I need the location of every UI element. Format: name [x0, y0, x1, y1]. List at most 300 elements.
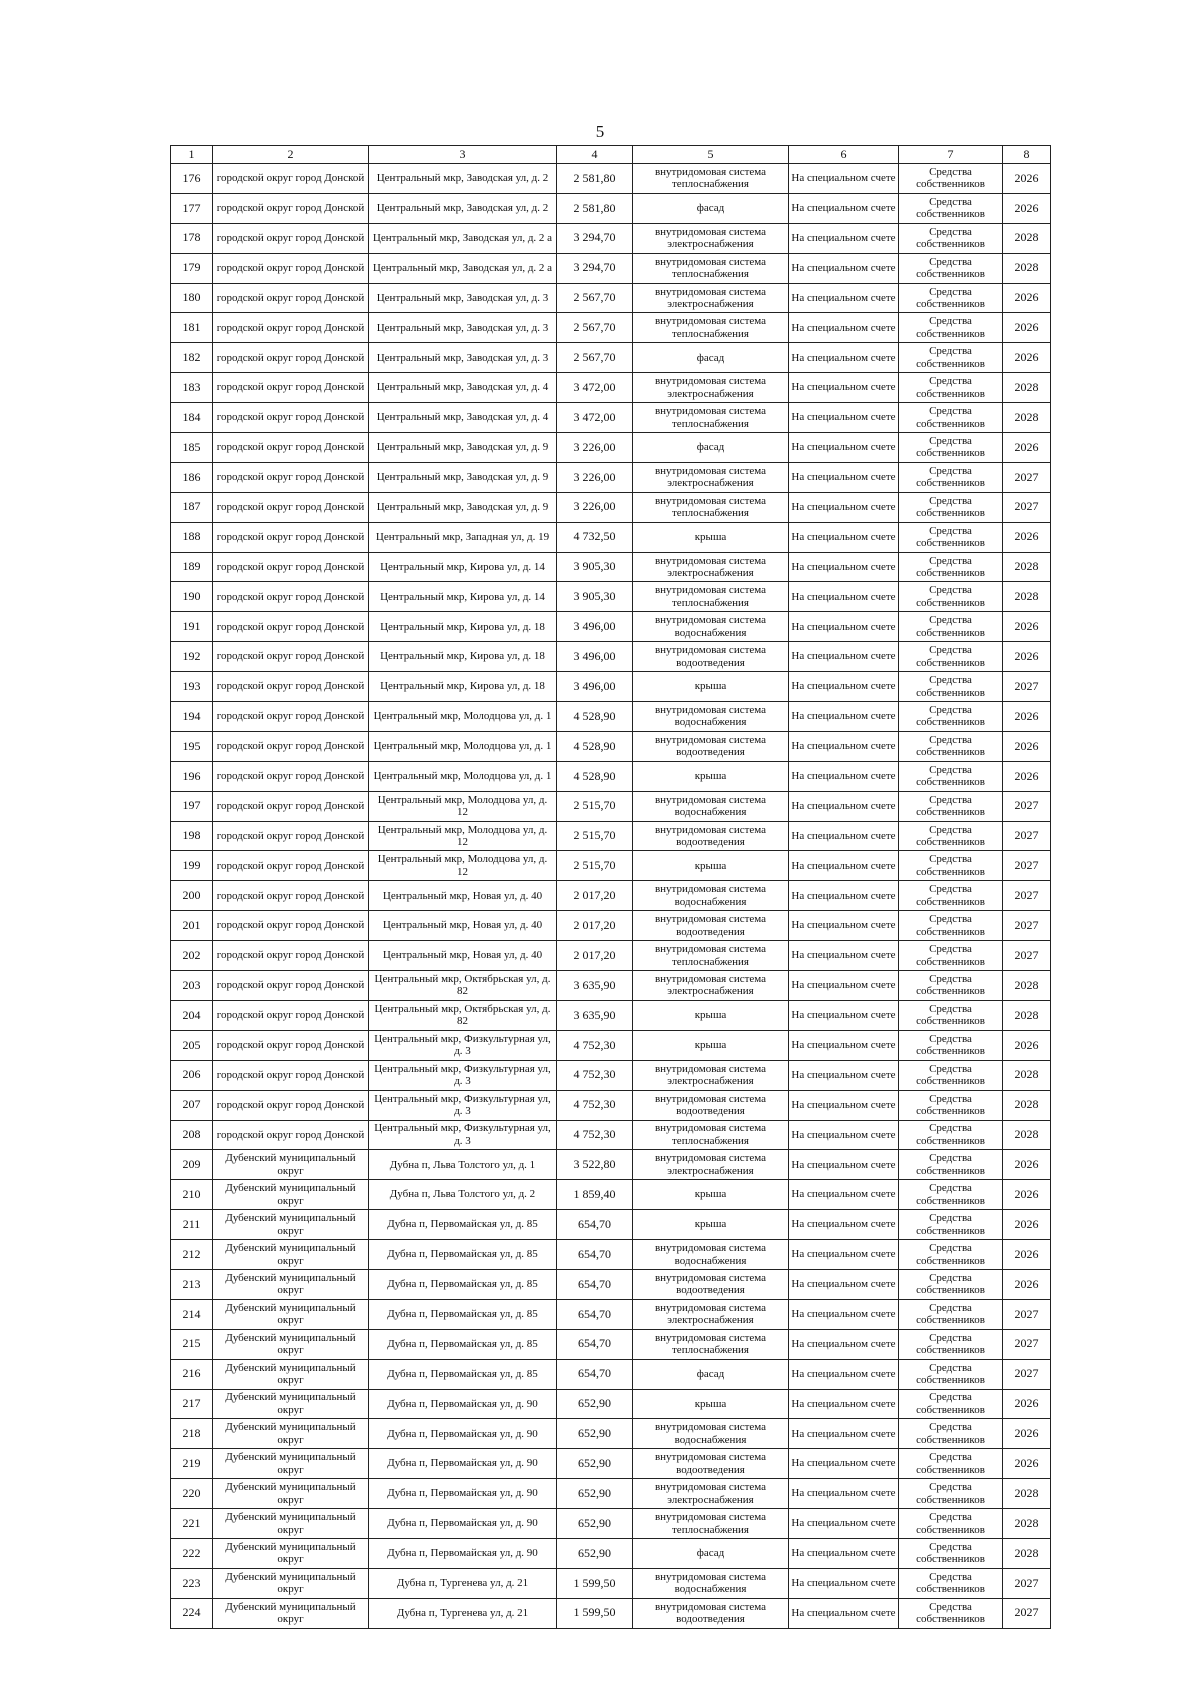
area-cell: 652,90 [557, 1509, 633, 1539]
address-cell: Дубна п, Первомайская ул, д. 90 [369, 1538, 557, 1568]
funding-source-cell: Средства собственников [899, 462, 1003, 492]
municipality-cell: Дубенский муниципальный округ [213, 1598, 369, 1628]
table-row [171, 1090, 1051, 1120]
fund-method-cell: На специальном счете [789, 642, 899, 672]
table-row [171, 1299, 1051, 1329]
municipality-cell: городской округ город Донской [213, 791, 369, 821]
municipality-cell: городской округ город Донской [213, 911, 369, 941]
table-row [171, 343, 1051, 373]
fund-method-cell: На специальном счете [789, 1598, 899, 1628]
year-cell: 2026 [1003, 1419, 1051, 1449]
work-type-cell: крыша [633, 761, 789, 791]
work-type-cell: внутридомовая система водоотведения [633, 1598, 789, 1628]
address-cell: Дубна п, Первомайская ул, д. 90 [369, 1389, 557, 1419]
municipality-cell: городской округ город Донской [213, 164, 369, 194]
year-cell: 2026 [1003, 433, 1051, 463]
funding-source-cell: Средства собственников [899, 343, 1003, 373]
fund-method-cell: На специальном счете [789, 1090, 899, 1120]
row-number-cell: 206 [171, 1060, 213, 1090]
address-cell: Центральный мкр, Октябрьская ул, д. 82 [369, 1000, 557, 1030]
table-row [171, 1449, 1051, 1479]
funding-source-cell: Средства собственников [899, 851, 1003, 881]
municipality-cell: городской округ город Донской [213, 1030, 369, 1060]
row-number-cell: 220 [171, 1479, 213, 1509]
address-cell: Центральный мкр, Заводская ул, д. 9 [369, 462, 557, 492]
year-cell: 2028 [1003, 253, 1051, 283]
municipality-cell: Дубенский муниципальный округ [213, 1538, 369, 1568]
area-cell: 4 752,30 [557, 1120, 633, 1150]
year-cell: 2028 [1003, 552, 1051, 582]
municipality-cell: городской округ город Донской [213, 1000, 369, 1030]
work-type-cell: внутридомовая система водоснабжения [633, 1240, 789, 1270]
funding-source-cell: Средства собственников [899, 1538, 1003, 1568]
area-cell: 4 752,30 [557, 1090, 633, 1120]
row-number-cell: 194 [171, 702, 213, 732]
address-cell: Дубна п, Первомайская ул, д. 90 [369, 1449, 557, 1479]
address-cell: Центральный мкр, Новая ул, д. 40 [369, 941, 557, 971]
fund-method-cell: На специальном счете [789, 761, 899, 791]
area-cell: 3 635,90 [557, 1000, 633, 1030]
year-cell: 2026 [1003, 761, 1051, 791]
work-type-cell: крыша [633, 1389, 789, 1419]
year-cell: 2027 [1003, 672, 1051, 702]
work-type-cell: внутридомовая система водоснабжения [633, 881, 789, 911]
address-cell: Центральный мкр, Кирова ул, д. 14 [369, 552, 557, 582]
capital-repair-table [170, 145, 1051, 1629]
area-cell: 652,90 [557, 1389, 633, 1419]
fund-method-cell: На специальном счете [789, 1509, 899, 1539]
municipality-cell: городской округ город Донской [213, 433, 369, 463]
year-cell: 2027 [1003, 462, 1051, 492]
work-type-cell: внутридомовая система теплоснабжения [633, 1329, 789, 1359]
address-cell: Центральный мкр, Заводская ул, д. 2 а [369, 253, 557, 283]
area-cell: 654,70 [557, 1359, 633, 1389]
funding-source-cell: Средства собственников [899, 702, 1003, 732]
row-number-cell: 199 [171, 851, 213, 881]
work-type-cell: крыша [633, 1030, 789, 1060]
year-cell: 2027 [1003, 851, 1051, 881]
fund-method-cell: На специальном счете [789, 731, 899, 761]
row-number-cell: 183 [171, 373, 213, 403]
address-cell: Центральный мкр, Заводская ул, д. 2 а [369, 223, 557, 253]
table-row [171, 433, 1051, 463]
fund-method-cell: На специальном счете [789, 343, 899, 373]
work-type-cell: внутридомовая система электроснабжения [633, 373, 789, 403]
area-cell: 3 496,00 [557, 642, 633, 672]
area-cell: 3 226,00 [557, 492, 633, 522]
row-number-cell: 205 [171, 1030, 213, 1060]
table-row [171, 1210, 1051, 1240]
work-type-cell: крыша [633, 1000, 789, 1030]
area-cell: 3 294,70 [557, 223, 633, 253]
fund-method-cell: На специальном счете [789, 881, 899, 911]
work-type-cell: внутридомовая система электроснабжения [633, 1060, 789, 1090]
area-cell: 3 226,00 [557, 433, 633, 463]
area-cell: 3 496,00 [557, 672, 633, 702]
row-number-cell: 213 [171, 1269, 213, 1299]
work-type-cell: внутридомовая система водоотведения [633, 1269, 789, 1299]
funding-source-cell: Средства собственников [899, 522, 1003, 552]
funding-source-cell: Средства собственников [899, 373, 1003, 403]
table-row [171, 731, 1051, 761]
row-number-cell: 179 [171, 253, 213, 283]
address-cell: Центральный мкр, Молодцова ул, д. 12 [369, 791, 557, 821]
funding-source-cell: Средства собственников [899, 223, 1003, 253]
work-type-cell: внутридомовая система теплоснабжения [633, 941, 789, 971]
work-type-cell: внутридомовая система теплоснабжения [633, 313, 789, 343]
row-number-cell: 181 [171, 313, 213, 343]
year-cell: 2027 [1003, 1359, 1051, 1389]
table-row [171, 1150, 1051, 1180]
municipality-cell: городской округ город Донской [213, 642, 369, 672]
year-cell: 2026 [1003, 1030, 1051, 1060]
funding-source-cell: Средства собственников [899, 492, 1003, 522]
year-cell: 2028 [1003, 1000, 1051, 1030]
row-number-cell: 211 [171, 1210, 213, 1240]
area-cell: 2 017,20 [557, 911, 633, 941]
fund-method-cell: На специальном счете [789, 1479, 899, 1509]
funding-source-cell: Средства собственников [899, 911, 1003, 941]
area-cell: 4 528,90 [557, 731, 633, 761]
funding-source-cell: Средства собственников [899, 1568, 1003, 1598]
address-cell: Центральный мкр, Новая ул, д. 40 [369, 911, 557, 941]
area-cell: 2 017,20 [557, 881, 633, 911]
column-header: 3 [369, 146, 557, 164]
year-cell: 2028 [1003, 1538, 1051, 1568]
fund-method-cell: На специальном счете [789, 1359, 899, 1389]
municipality-cell: городской округ город Донской [213, 941, 369, 971]
table-row [171, 1509, 1051, 1539]
fund-method-cell: На специальном счете [789, 582, 899, 612]
area-cell: 652,90 [557, 1479, 633, 1509]
fund-method-cell: На специальном счете [789, 433, 899, 463]
municipality-cell: городской округ город Донской [213, 612, 369, 642]
table-row [171, 1419, 1051, 1449]
fund-method-cell: На специальном счете [789, 1419, 899, 1449]
municipality-cell: Дубенский муниципальный округ [213, 1389, 369, 1419]
work-type-cell: крыша [633, 672, 789, 702]
work-type-cell: внутридомовая система теплоснабжения [633, 164, 789, 194]
fund-method-cell: На специальном счете [789, 283, 899, 313]
work-type-cell: внутридомовая система водоотведения [633, 911, 789, 941]
address-cell: Дубна п, Первомайская ул, д. 85 [369, 1269, 557, 1299]
funding-source-cell: Средства собственников [899, 552, 1003, 582]
table-row [171, 164, 1051, 194]
area-cell: 654,70 [557, 1299, 633, 1329]
fund-method-cell: На специальном счете [789, 1568, 899, 1598]
row-number-cell: 221 [171, 1509, 213, 1539]
municipality-cell: Дубенский муниципальный округ [213, 1479, 369, 1509]
fund-method-cell: На специальном счете [789, 492, 899, 522]
work-type-cell: фасад [633, 433, 789, 463]
area-cell: 3 905,30 [557, 552, 633, 582]
row-number-cell: 197 [171, 791, 213, 821]
fund-method-cell: На специальном счете [789, 522, 899, 552]
funding-source-cell: Средства собственников [899, 582, 1003, 612]
fund-method-cell: На специальном счете [789, 791, 899, 821]
column-header: 8 [1003, 146, 1051, 164]
column-header: 1 [171, 146, 213, 164]
address-cell: Центральный мкр, Кирова ул, д. 18 [369, 672, 557, 702]
area-cell: 3 294,70 [557, 253, 633, 283]
work-type-cell: внутридомовая система водоснабжения [633, 1568, 789, 1598]
year-cell: 2026 [1003, 283, 1051, 313]
municipality-cell: городской округ город Донской [213, 253, 369, 283]
year-cell: 2028 [1003, 223, 1051, 253]
row-number-cell: 195 [171, 731, 213, 761]
municipality-cell: городской округ город Донской [213, 373, 369, 403]
address-cell: Центральный мкр, Физкультурная ул, д. 3 [369, 1060, 557, 1090]
fund-method-cell: На специальном счете [789, 1210, 899, 1240]
address-cell: Центральный мкр, Заводская ул, д. 3 [369, 313, 557, 343]
area-cell: 2 567,70 [557, 313, 633, 343]
municipality-cell: городской округ город Донской [213, 522, 369, 552]
address-cell: Дубна п, Тургенева ул, д. 21 [369, 1568, 557, 1598]
table-row [171, 1060, 1051, 1090]
area-cell: 3 472,00 [557, 403, 633, 433]
year-cell: 2028 [1003, 971, 1051, 1001]
row-number-cell: 201 [171, 911, 213, 941]
funding-source-cell: Средства собственников [899, 612, 1003, 642]
address-cell: Центральный мкр, Физкультурная ул, д. 3 [369, 1090, 557, 1120]
table-row [171, 821, 1051, 851]
fund-method-cell: На специальном счете [789, 223, 899, 253]
municipality-cell: Дубенский муниципальный округ [213, 1509, 369, 1539]
year-cell: 2028 [1003, 403, 1051, 433]
funding-source-cell: Средства собственников [899, 1150, 1003, 1180]
funding-source-cell: Средства собственников [899, 193, 1003, 223]
funding-source-cell: Средства собственников [899, 1509, 1003, 1539]
fund-method-cell: На специальном счете [789, 1060, 899, 1090]
year-cell: 2028 [1003, 1120, 1051, 1150]
year-cell: 2026 [1003, 1180, 1051, 1210]
fund-method-cell: На специальном счете [789, 462, 899, 492]
area-cell: 3 905,30 [557, 582, 633, 612]
row-number-cell: 180 [171, 283, 213, 313]
year-cell: 2027 [1003, 1299, 1051, 1329]
fund-method-cell: На специальном счете [789, 1329, 899, 1359]
municipality-cell: городской округ город Донской [213, 313, 369, 343]
municipality-cell: городской округ город Донской [213, 283, 369, 313]
municipality-cell: Дубенский муниципальный округ [213, 1299, 369, 1329]
municipality-cell: городской округ город Донской [213, 851, 369, 881]
row-number-cell: 210 [171, 1180, 213, 1210]
funding-source-cell: Средства собственников [899, 1449, 1003, 1479]
fund-method-cell: На специальном счете [789, 821, 899, 851]
row-number-cell: 189 [171, 552, 213, 582]
table-body [171, 164, 1051, 1629]
table-row [171, 1030, 1051, 1060]
table-header-row [171, 146, 1051, 164]
fund-method-cell: На специальном счете [789, 1030, 899, 1060]
fund-method-cell: На специальном счете [789, 1000, 899, 1030]
address-cell: Центральный мкр, Физкультурная ул, д. 3 [369, 1120, 557, 1150]
row-number-cell: 177 [171, 193, 213, 223]
table-row [171, 642, 1051, 672]
year-cell: 2028 [1003, 582, 1051, 612]
table-row [171, 1180, 1051, 1210]
table-row [171, 612, 1051, 642]
area-cell: 3 226,00 [557, 462, 633, 492]
table-row [171, 492, 1051, 522]
work-type-cell: внутридомовая система водоотведения [633, 642, 789, 672]
work-type-cell: внутридомовая система водоснабжения [633, 1419, 789, 1449]
municipality-cell: городской округ город Донской [213, 492, 369, 522]
area-cell: 4 528,90 [557, 761, 633, 791]
row-number-cell: 200 [171, 881, 213, 911]
work-type-cell: внутридомовая система электроснабжения [633, 462, 789, 492]
area-cell: 4 752,30 [557, 1030, 633, 1060]
work-type-cell: внутридомовая система водоотведения [633, 731, 789, 761]
row-number-cell: 209 [171, 1150, 213, 1180]
year-cell: 2026 [1003, 1240, 1051, 1270]
municipality-cell: городской округ город Донской [213, 403, 369, 433]
table-row [171, 881, 1051, 911]
work-type-cell: внутридомовая система теплоснабжения [633, 1509, 789, 1539]
row-number-cell: 212 [171, 1240, 213, 1270]
address-cell: Дубна п, Первомайская ул, д. 85 [369, 1299, 557, 1329]
address-cell: Центральный мкр, Молодцова ул, д. 1 [369, 731, 557, 761]
fund-method-cell: На специальном счете [789, 1449, 899, 1479]
address-cell: Дубна п, Первомайская ул, д. 85 [369, 1240, 557, 1270]
address-cell: Центральный мкр, Западная ул, д. 19 [369, 522, 557, 552]
year-cell: 2028 [1003, 1509, 1051, 1539]
funding-source-cell: Средства собственников [899, 1419, 1003, 1449]
row-number-cell: 178 [171, 223, 213, 253]
fund-method-cell: На специальном счете [789, 552, 899, 582]
fund-method-cell: На специальном счете [789, 253, 899, 283]
year-cell: 2027 [1003, 821, 1051, 851]
address-cell: Центральный мкр, Заводская ул, д. 4 [369, 403, 557, 433]
area-cell: 652,90 [557, 1538, 633, 1568]
year-cell: 2028 [1003, 1090, 1051, 1120]
address-cell: Центральный мкр, Октябрьская ул, д. 82 [369, 971, 557, 1001]
work-type-cell: внутридомовая система электроснабжения [633, 283, 789, 313]
year-cell: 2027 [1003, 881, 1051, 911]
table-row [171, 911, 1051, 941]
year-cell: 2027 [1003, 1568, 1051, 1598]
year-cell: 2027 [1003, 911, 1051, 941]
fund-method-cell: На специальном счете [789, 1150, 899, 1180]
address-cell: Центральный мкр, Заводская ул, д. 9 [369, 492, 557, 522]
address-cell: Центральный мкр, Заводская ул, д. 2 [369, 164, 557, 194]
year-cell: 2026 [1003, 1210, 1051, 1240]
table-row [171, 941, 1051, 971]
row-number-cell: 196 [171, 761, 213, 791]
row-number-cell: 217 [171, 1389, 213, 1419]
funding-source-cell: Средства собственников [899, 164, 1003, 194]
work-type-cell: крыша [633, 522, 789, 552]
area-cell: 4 752,30 [557, 1060, 633, 1090]
address-cell: Центральный мкр, Молодцова ул, д. 1 [369, 761, 557, 791]
address-cell: Центральный мкр, Новая ул, д. 40 [369, 881, 557, 911]
funding-source-cell: Средства собственников [899, 1269, 1003, 1299]
work-type-cell: внутридомовая система электроснабжения [633, 1479, 789, 1509]
year-cell: 2026 [1003, 731, 1051, 761]
funding-source-cell: Средства собственников [899, 313, 1003, 343]
table-row [171, 223, 1051, 253]
municipality-cell: Дубенский муниципальный округ [213, 1180, 369, 1210]
fund-method-cell: На специальном счете [789, 1299, 899, 1329]
address-cell: Центральный мкр, Заводская ул, д. 9 [369, 433, 557, 463]
year-cell: 2027 [1003, 492, 1051, 522]
work-type-cell: внутридомовая система водоснабжения [633, 702, 789, 732]
row-number-cell: 215 [171, 1329, 213, 1359]
municipality-cell: городской округ город Донской [213, 552, 369, 582]
area-cell: 4 732,50 [557, 522, 633, 552]
table-row [171, 582, 1051, 612]
row-number-cell: 223 [171, 1568, 213, 1598]
area-cell: 2 515,70 [557, 791, 633, 821]
work-type-cell: внутридомовая система теплоснабжения [633, 492, 789, 522]
area-cell: 654,70 [557, 1240, 633, 1270]
table-row [171, 253, 1051, 283]
municipality-cell: городской округ город Донской [213, 193, 369, 223]
year-cell: 2026 [1003, 1389, 1051, 1419]
funding-source-cell: Средства собственников [899, 881, 1003, 911]
area-cell: 3 522,80 [557, 1150, 633, 1180]
year-cell: 2027 [1003, 791, 1051, 821]
municipality-cell: городской округ город Донской [213, 462, 369, 492]
row-number-cell: 190 [171, 582, 213, 612]
row-number-cell: 176 [171, 164, 213, 194]
row-number-cell: 216 [171, 1359, 213, 1389]
funding-source-cell: Средства собственников [899, 253, 1003, 283]
fund-method-cell: На специальном счете [789, 164, 899, 194]
row-number-cell: 222 [171, 1538, 213, 1568]
table-row [171, 791, 1051, 821]
year-cell: 2026 [1003, 522, 1051, 552]
municipality-cell: городской округ город Донской [213, 1120, 369, 1150]
fund-method-cell: На специальном счете [789, 702, 899, 732]
address-cell: Дубна п, Льва Толстого ул, д. 2 [369, 1180, 557, 1210]
column-header: 6 [789, 146, 899, 164]
work-type-cell: фасад [633, 343, 789, 373]
table-row [171, 672, 1051, 702]
municipality-cell: Дубенский муниципальный округ [213, 1359, 369, 1389]
table-row [171, 1269, 1051, 1299]
work-type-cell: внутридомовая система электроснабжения [633, 223, 789, 253]
area-cell: 3 635,90 [557, 971, 633, 1001]
funding-source-cell: Средства собственников [899, 941, 1003, 971]
work-type-cell: внутридомовая система теплоснабжения [633, 403, 789, 433]
funding-source-cell: Средства собственников [899, 731, 1003, 761]
funding-source-cell: Средства собственников [899, 1359, 1003, 1389]
table-row [171, 462, 1051, 492]
row-number-cell: 207 [171, 1090, 213, 1120]
year-cell: 2026 [1003, 1150, 1051, 1180]
address-cell: Центральный мкр, Заводская ул, д. 2 [369, 193, 557, 223]
address-cell: Центральный мкр, Молодцова ул, д. 12 [369, 851, 557, 881]
fund-method-cell: На специальном счете [789, 1538, 899, 1568]
area-cell: 1 599,50 [557, 1598, 633, 1628]
table-row [171, 1000, 1051, 1030]
municipality-cell: Дубенский муниципальный округ [213, 1449, 369, 1479]
funding-source-cell: Средства собственников [899, 1598, 1003, 1628]
funding-source-cell: Средства собственников [899, 821, 1003, 851]
year-cell: 2028 [1003, 1060, 1051, 1090]
funding-source-cell: Средства собственников [899, 1090, 1003, 1120]
area-cell: 1 859,40 [557, 1180, 633, 1210]
fund-method-cell: На специальном счете [789, 1389, 899, 1419]
row-number-cell: 185 [171, 433, 213, 463]
work-type-cell: внутридомовая система теплоснабжения [633, 582, 789, 612]
work-type-cell: внутридомовая система водоснабжения [633, 791, 789, 821]
work-type-cell: внутридомовая система теплоснабжения [633, 253, 789, 283]
funding-source-cell: Средства собственников [899, 1060, 1003, 1090]
municipality-cell: городской округ город Донской [213, 731, 369, 761]
fund-method-cell: На специальном счете [789, 941, 899, 971]
